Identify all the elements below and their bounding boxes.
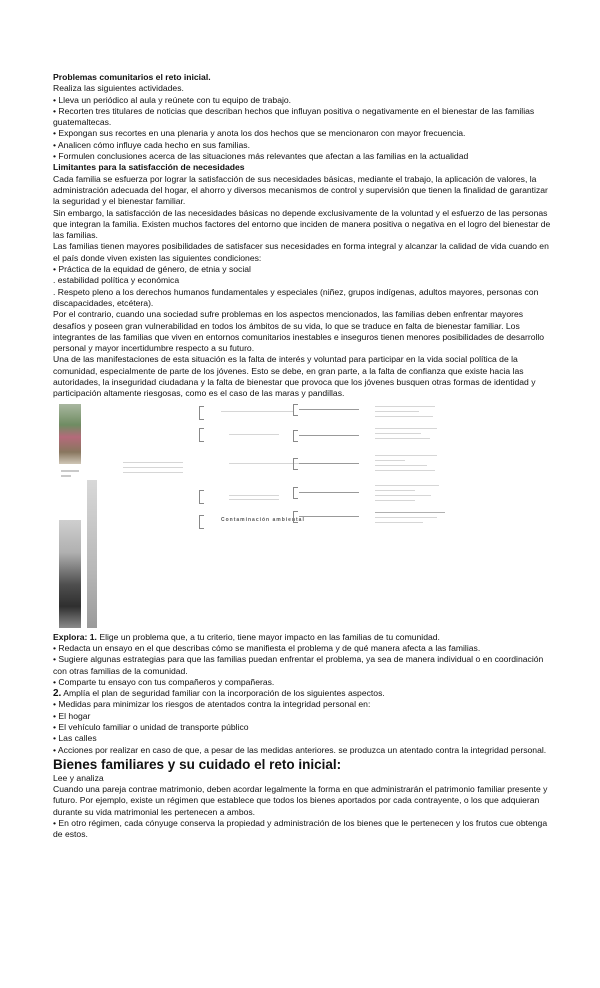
item-text: Amplía el plan de seguridad familiar con la incorporación de los siguientes aspectos. [61, 688, 385, 699]
item-number: 1. [89, 631, 97, 642]
map-bracket [199, 490, 204, 504]
concept-map-figure [53, 400, 553, 632]
section-title: Limitantes para la satisfacción de necesidades [53, 162, 245, 173]
photo-caption [59, 467, 81, 481]
paragraph: Sin embargo, la satisfacción de las necesidades básicas no depende exclusivamente de la voluntad y el esfuerzo de las personas que integran la familia. Existen muchos factores del entorno que inciden de manera positiva o negativa en el logro del bienestar de las familias. [53, 207, 551, 241]
explora-item [53, 688, 553, 699]
item-text: Elige un problema que, a tu criterio, tiene mayor impacto en las familias de tu comunidad. [96, 631, 440, 642]
bullet-item: • Recorten tres titulares de noticias que describan hechos que influyan positiva o negativamente en el bienestar de las familias guatemaltecas. [53, 105, 535, 128]
bullet-item: • Acciones por realizar en caso de que, a pesar de las medidas anteriores. se produzca un atentado contra la integridad personal. [53, 744, 547, 755]
bullet-item: • Lleva un periódico al aula y reúnete con tu equipo de trabajo. [53, 94, 292, 105]
bullet-item: • El vehículo familiar o unidad de transporte público [53, 721, 249, 732]
bullet-item: • Comparte tu ensayo con tus compañeros y compañeras. [53, 676, 275, 687]
paragraph: • En otro régimen, cada cónyuge conserva la propiedad y administración de los bienes que le pertenecen y los frutos cue obtenga de estos. [53, 818, 548, 840]
map-node-highlight: Contaminación ambiental [221, 516, 305, 523]
bullet-item: • Analicen cómo influye cada hecho en sus familias. [53, 139, 250, 150]
instruction: Realiza las siguientes actividades. [53, 83, 184, 94]
paragraph: Cuando una pareja contrae matrimonio, deben acordar legalmente la forma en que administrarán el patrimonio familiar presente y futuro. Por ejemplo, existe un régimen que establece que todos los bienes aportados por cada contrayente, o los que adquieran durante su vida matrimonial les pertenecen a ambos. [53, 784, 548, 817]
street-photo [59, 520, 81, 628]
bullet-item: • El hogar [53, 710, 91, 721]
explora-item [53, 632, 553, 643]
explora-label: Explora: [53, 631, 88, 642]
document-page [53, 72, 553, 841]
paragraph: Las familias tienen mayores posibilidades de satisfacer sus necesidades en forma integral y alcanzar la calidad de vida cuando en el país donde viven existen las siguientes condiciones: [53, 241, 549, 263]
map-arrow [293, 487, 298, 499]
bullet-item: • Formulen conclusiones acerca de las situaciones más relevantes que afectan a las familias en la actualidad [53, 151, 469, 162]
condition-item: . Respeto pleno a los derechos humanos fundamentales y especiales (niñez, grupos indígenas, adultos mayores, personas con discapacidades, etcétera). [53, 286, 539, 308]
bullet-item: • Las calles [53, 733, 97, 744]
side-photo [87, 480, 97, 628]
item-number: 2. [53, 688, 62, 700]
bullet-item: • Medidas para minimizar los riesgos de atentados contra la integridad personal en: [53, 699, 371, 710]
condition-item: . estabilidad política y económica [53, 275, 180, 286]
bullet-item: • Redacta un ensayo en el que describas cómo se manifiesta el problema y de qué manera afecta a las familias. [53, 642, 481, 653]
map-arrow [293, 430, 298, 442]
subtitle: Lee y analiza [53, 772, 104, 783]
condition-item: • Práctica de la equidad de género, de etnia y social [53, 264, 251, 275]
section-title: Problemas comunitarios el reto inicial. [53, 72, 211, 82]
bullet-item: • Sugiere algunas estrategias para que las familias puedan enfrentar el problema, ya sea de manera individual o en coordinación con otras familias de la comunidad. [53, 654, 544, 676]
section-heading: Bienes familiares y su cuidado el reto inicial: [53, 756, 342, 772]
paragraph: Cada familia se esfuerza por lograr la satisfacción de sus necesidades básicas, mediante el trabajo, la aplicación de valores, la administración adecuada del hogar, el ahorro y diversos mecanismos de control y supervisión que tienen la finalidad de garantizar la seguridad y el bienestar familiar. [53, 173, 548, 207]
bullet-item: • Expongan sus recortes en una plenaria y anota los dos hechos que se mencionaron con mayor frecuencia. [53, 128, 466, 139]
map-bracket [199, 428, 204, 442]
map-bracket [199, 406, 204, 420]
map-arrow [293, 404, 298, 416]
family-photo [59, 404, 81, 464]
paragraph: Una de las manifestaciones de esta situación es la falta de interés y voluntad para participar en la vida social política de la comunidad, especialmente de parte de los jóvenes. Esto se debe, en gran parte, a la falta de confianza que existe hacia las autoridades, la inseguridad ciudadana y la falta de bienestar que provoca que los jóvenes busquen otras formas de identidad y participación altamente riesgosas, como es el caso de las maras y pandillas. [53, 354, 536, 399]
map-bracket [199, 515, 204, 529]
map-arrow [293, 511, 298, 523]
map-arrow [293, 458, 298, 470]
paragraph: Por el contrario, cuando una sociedad sufre problemas en los aspectos mencionados, las familias deben enfrentar mayores desafíos y poseen gran vulnerabilidad en todos los ámbitos de su vida, lo que se traduce en falta de bienestar familiar. Los integrantes de las familias que viven en entornos comunitarios inestables e inseguros tienen menores posibilidades de desarrollo personal y mayor incertidumbre respecto a su futuro. [53, 309, 545, 354]
